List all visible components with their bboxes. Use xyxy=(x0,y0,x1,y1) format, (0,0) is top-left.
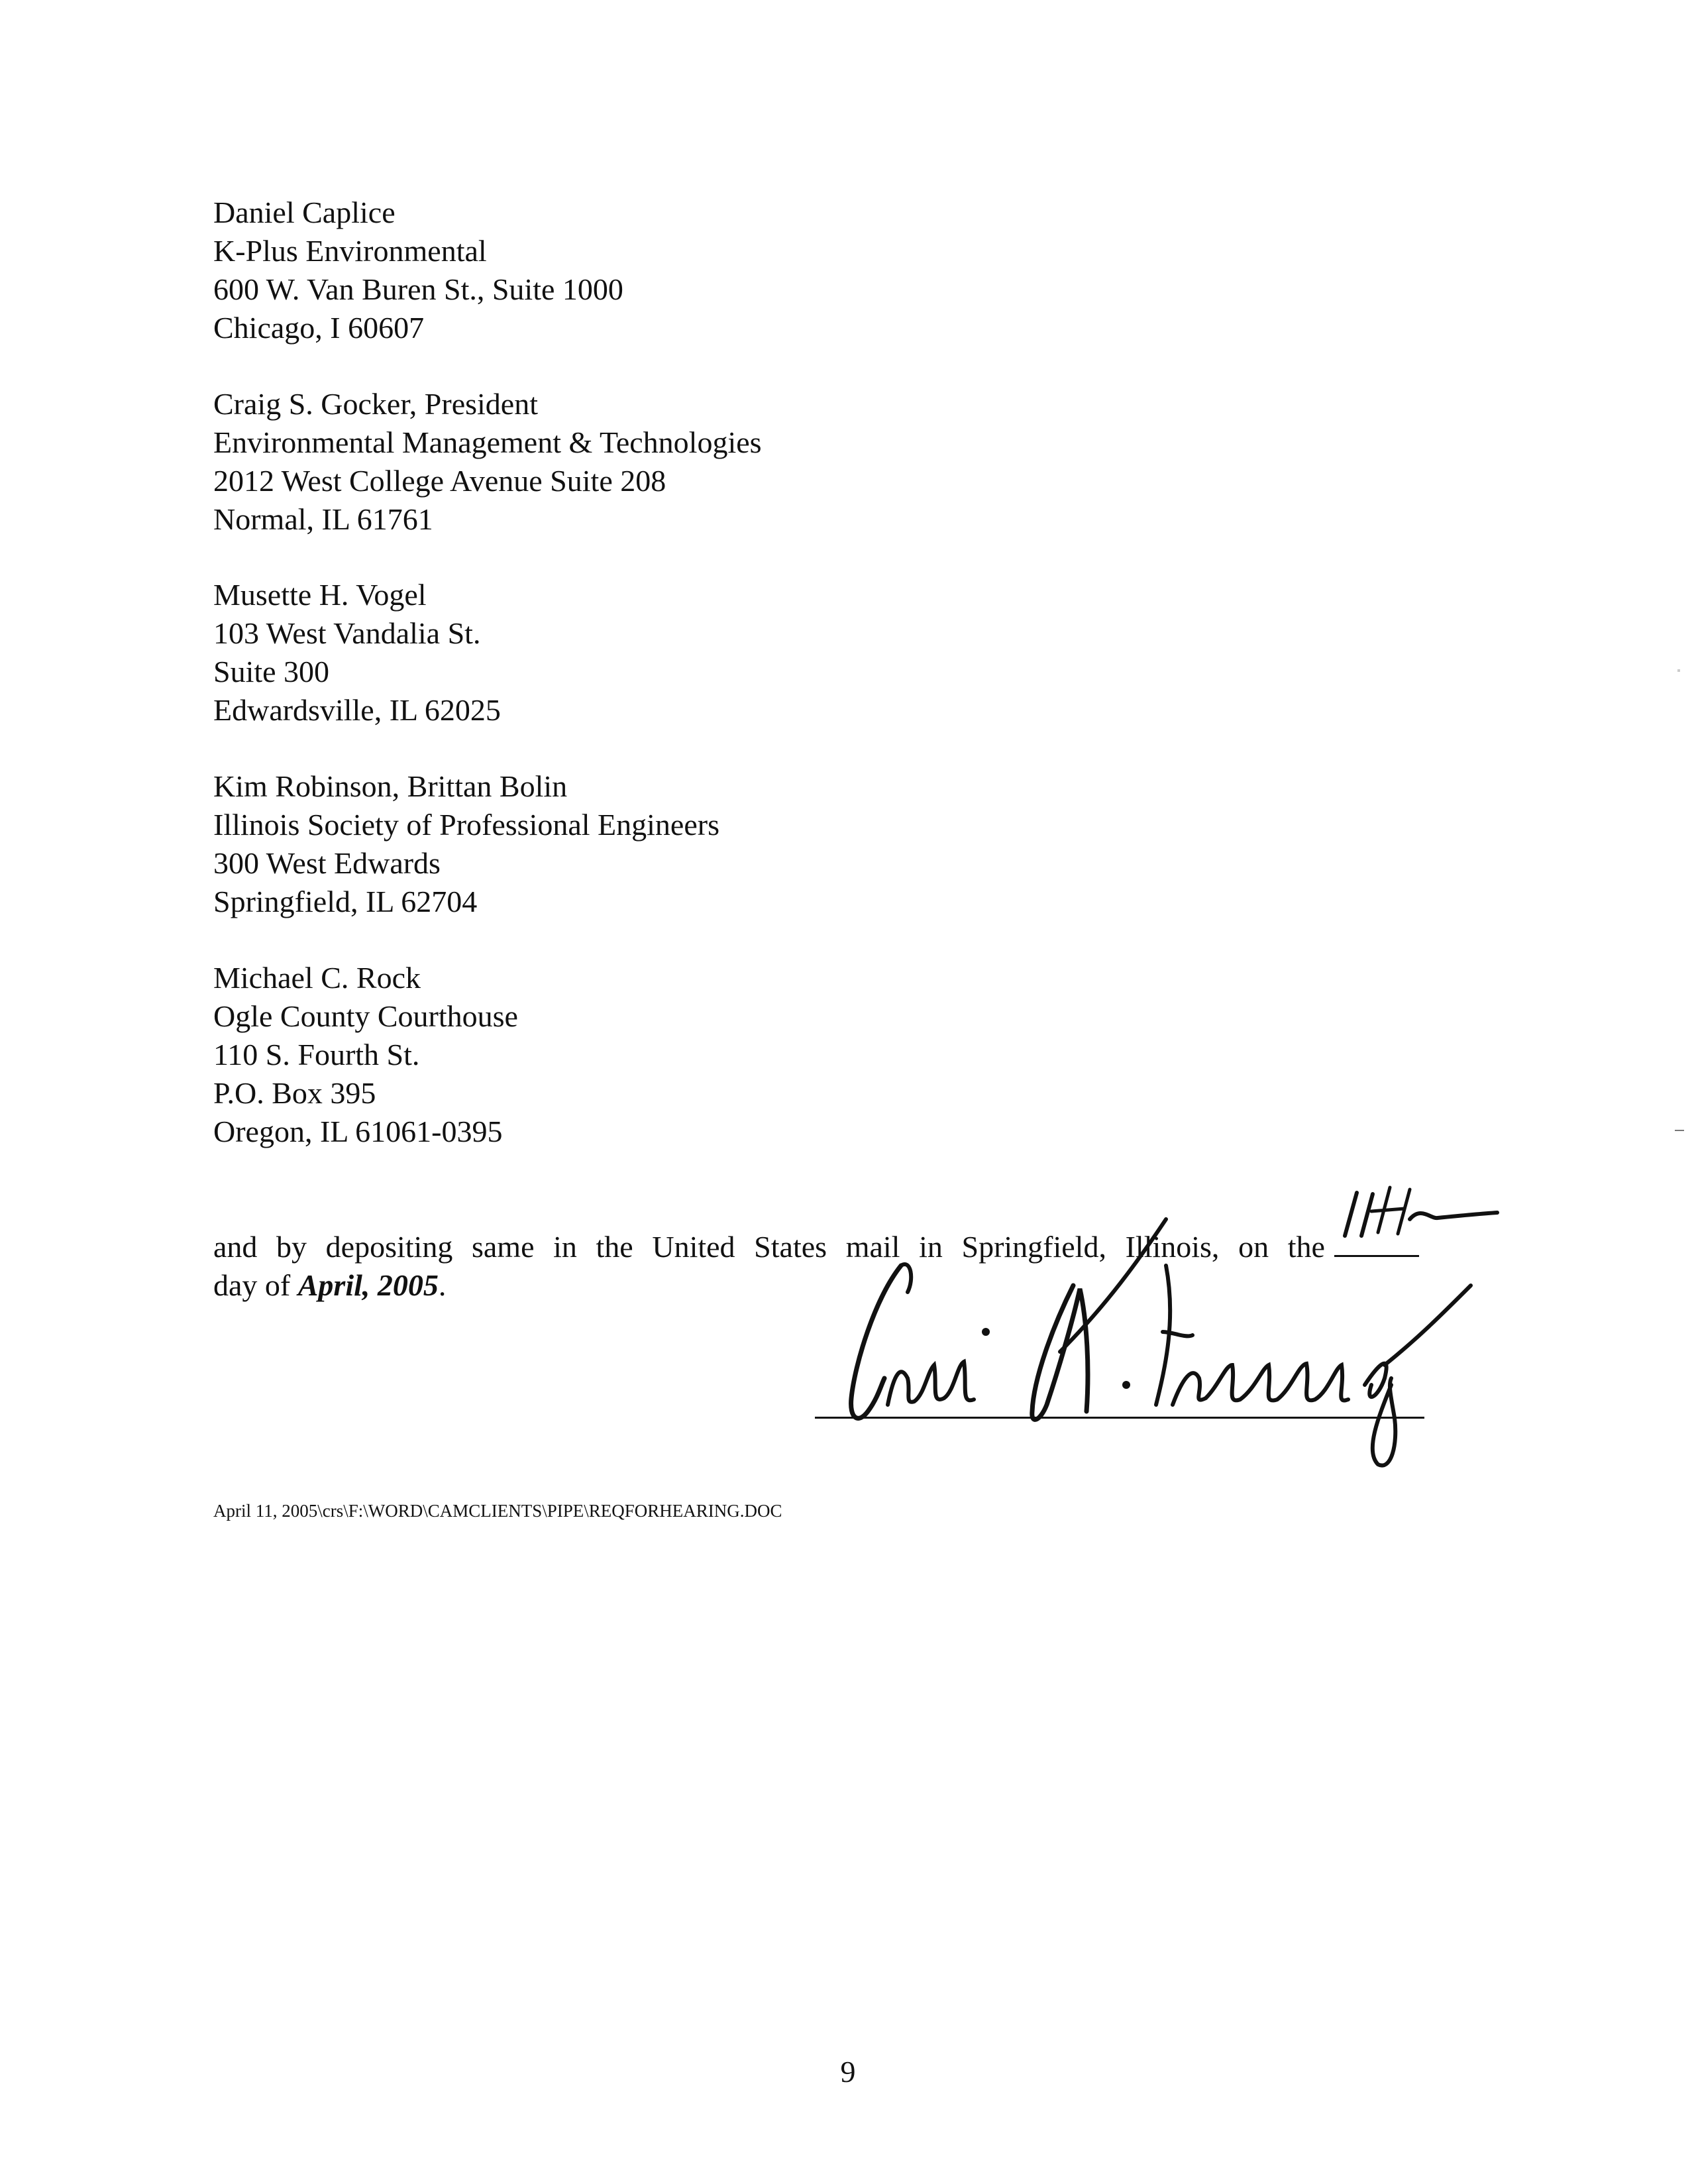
address-block-vogel xyxy=(213,576,501,730)
address-line: Normal, IL 61761 xyxy=(213,502,433,536)
address-line: Chicago, I 60607 xyxy=(213,311,425,345)
scan-speck xyxy=(1675,1130,1684,1131)
closing-word: the xyxy=(596,1230,633,1264)
closing-word: same xyxy=(471,1230,535,1264)
address-line: Kim Robinson, Brittan Bolin xyxy=(213,769,568,803)
address-line: Ogle County Courthouse xyxy=(213,999,518,1033)
closing-word: States xyxy=(754,1230,827,1264)
closing-word: on xyxy=(1238,1230,1269,1264)
address-line: Illinois Society of Professional Engineers xyxy=(213,808,719,842)
closing-word: United xyxy=(652,1230,735,1264)
scan-speck xyxy=(1677,669,1680,672)
address-line: Musette H. Vogel xyxy=(213,578,427,612)
address-line: Oregon, IL 61061-0395 xyxy=(213,1115,503,1148)
address-line: K-Plus Environmental xyxy=(213,234,487,268)
closing-period: . xyxy=(438,1268,447,1302)
address-line: 110 S. Fourth St. xyxy=(213,1038,420,1071)
address-block-robinson-bolin xyxy=(213,767,719,921)
address-line: Michael C. Rock xyxy=(213,961,421,995)
address-line: Edwardsville, IL 62025 xyxy=(213,693,501,727)
closing-word-the: the xyxy=(1287,1230,1325,1264)
closing-word: and xyxy=(213,1230,258,1264)
address-line: 103 West Vandalia St. xyxy=(213,616,481,650)
address-line: 600 W. Van Buren St., Suite 1000 xyxy=(213,272,623,306)
address-block-rock xyxy=(213,959,518,1151)
closing-word: Illinois, xyxy=(1125,1230,1220,1264)
closing-word: mail xyxy=(845,1230,900,1264)
closing-word: in xyxy=(919,1230,943,1264)
signature-line xyxy=(815,1417,1424,1419)
closing-word: Springfield, xyxy=(961,1230,1106,1264)
address-line: 300 West Edwards xyxy=(213,846,441,880)
address-line: Environmental Management & Technologies xyxy=(213,425,762,459)
address-line: Springfield, IL 62704 xyxy=(213,885,478,918)
page-number: 9 xyxy=(840,2055,856,2089)
address-line: 2012 West College Avenue Suite 208 xyxy=(213,464,666,498)
address-line: P.O. Box 395 xyxy=(213,1076,376,1110)
document-footer-path: April 11, 2005\crs\F:\WORD\CAMCLIENTS\PIPE\REQFORHEARING.DOC xyxy=(213,1501,782,1521)
signature-claire-a-manning xyxy=(795,1166,1537,1498)
day-of-prefix: day of xyxy=(213,1268,298,1302)
address-line: Suite 300 xyxy=(213,655,330,688)
mailing-date: April, 2005 xyxy=(297,1268,439,1302)
closing-word: depositing xyxy=(325,1230,453,1264)
address-block-gocker xyxy=(213,385,762,539)
address-line: Daniel Caplice xyxy=(213,195,396,229)
closing-word: by xyxy=(276,1230,307,1264)
closing-word: in xyxy=(553,1230,577,1264)
address-block-caplice xyxy=(213,193,623,347)
address-line: Craig S. Gocker, President xyxy=(213,387,539,421)
